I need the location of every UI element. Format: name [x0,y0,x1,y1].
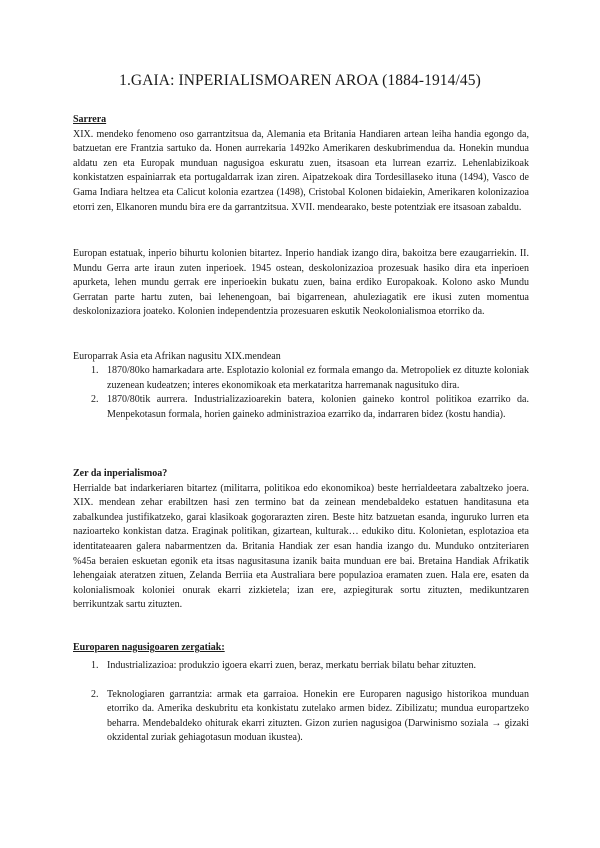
zergatiak-heading: Europaren nagusigoaren zergatiak: [73,642,225,653]
list-item-number: 2. [91,688,99,700]
list-item [73,393,529,422]
list-item-text: Industrializazioa: produkzio igoera ekarri zuen, beraz, merkatu berriak bilatu behar zituzten. [107,660,476,671]
list-item-text: 1870/80ko hamarkadara arte. Esplotazio kolonial ez formala emango da. Metropoliek ez dituzte koloniak zuzenean kudeatzen; interes ekonomikoak eta merkataritza harremanak nagusituko dira. [107,365,529,391]
section-inperialismoa [73,467,529,613]
list-item-number: 1. [91,365,99,376]
sarrera-list-intro: Europarrak Asia eta Afrikan nagusitu XIX.mendean [73,351,281,362]
section-sarrera [73,113,529,215]
list-item-text: Teknologiaren garrantzia: armak eta garraioa. Honekin ere Europaren nagusigo historikoa munduan etorriko da. Amerika deskubritu eta konkistatu zutelako armen bidez. Zibilizatu; mundua europartzeko beharra. Mendebaldeko ohiturak ekarri zituzten. Gizon zurien nagusigoa (Darwinismo soziala → gizaki okzidental zuriak gehiagotasun moduan ikustea). [107,688,529,744]
sarrera-paragraph-1: XIX. mendeko fenomeno oso garrantzitsua da, Alemania eta Britania Handiaren artean leiha handia egongo da, batzuetan ere Frantzia sartuko da. Honen aurrekaria 1492ko Amerikaren deskubrimendua da. Honekin mundua aldatu zen eta Europak munduan nagusigoa eskuratu zuen, itsasoan eta lurrean ezarriz. Lehenlabizikoak konkistatzen espainiarrak eta portugaldarrak izan ziren. Aipatzekoak dira Tordesillaseko ituna (1494), Vasco de Gama Indiara heltzea eta Calicut kolonia ezartzea (1498), Cristobal Kolonen bidaiekin, Amerikaren kolonizazioa etorri zen, Elkanoren mundu bira ere da garrantzitsua. XVII. mendearako, beste potentziak ere itsasoan zabaldu. [73,128,529,213]
list-item [73,364,529,393]
section-zergatiak [73,641,529,656]
sarrera-list [73,364,529,422]
list-item [73,688,529,746]
list-item-number: 1. [91,660,99,671]
inperialismoa-paragraph: Herrialde bat indarkeriaren bitartez (militarra, politikoa edo ekonomikoa) beste herrialdeetara zabaltzeko joera. XIX. mendean zehar erabiltzen hasi zen termino bat da zeinean mendebaldeko estatuen handitasuna eta zabalkundea justifikatzeko, garai klasikoak gogorarazten ziren. Beste hitz batzuetan esanda, inguruko lurren eta nazioarteko konkistan datza. Eraginak politikan, gizartean, kulturak… edukiko ditu. Kolonietan, esplotazioa eta identitateaaren galera nabarmentzen da. Britania Handiak zer esan handia izango du. Munduko ontziteriaren %45a beraien eskuetan egonik eta itsas nagusitasuna izanik baita munduan ere bai. Bretaina Handiak Afrikatik lehengaiak ateratzen zituen, Zelanda Berriia eta Australiara bere populazioa eramaten zuen. Hala ere, esaten da kolonialismoak koloniei onurak ekarri zizkietela; izan ere, azpiegiturak sortu zituzten, medikuntzaren berrikuntzak sartu zituzten. [73,482,529,611]
zergatiak-list [73,659,529,746]
list-item [73,659,529,674]
page-title: 1.GAIA: INPERIALISMOAREN AROA (1884-1914/45) [119,72,481,89]
sarrera-heading: Sarrera [73,114,107,125]
sarrera-paragraph-2: Europan estatuak, inperio bihurtu kolonien bitartez. Inperio handiak izango dira, bakoitza bere ezaugarriekin. II. Mundu Gerra arte iraun zuten inperioek. 1945 ostean, deskolonizazioa prozesuak hasiko dira eta inperioen apurketa, lehen mundu gerrak ere inperioekin bukatu zuen, baina erdiko Europakoak. Kolono asko Mundu Gerratan parte hartu zuten, bai lehenengoan, bai bigarrenean, ahuleziagatik ere ikusi zuten momentua deskolonizaziora joateko. Kolonien independentzia prozesuaren eskutik Neokolonialismoa etorriko da. [73,248,529,318]
list-item-text: 1870/80tik aurrera. Industrializazioarekin batera, kolonien gaineko kontrol politikoa ezarriko da. Menpekotasun formala, horien gaineko administrazioa ezarriko da, indarraren bidez (kostu handia). [107,394,529,420]
inperialismoa-heading: Zer da inperialismoa? [73,468,168,479]
list-item-number: 2. [91,394,99,406]
